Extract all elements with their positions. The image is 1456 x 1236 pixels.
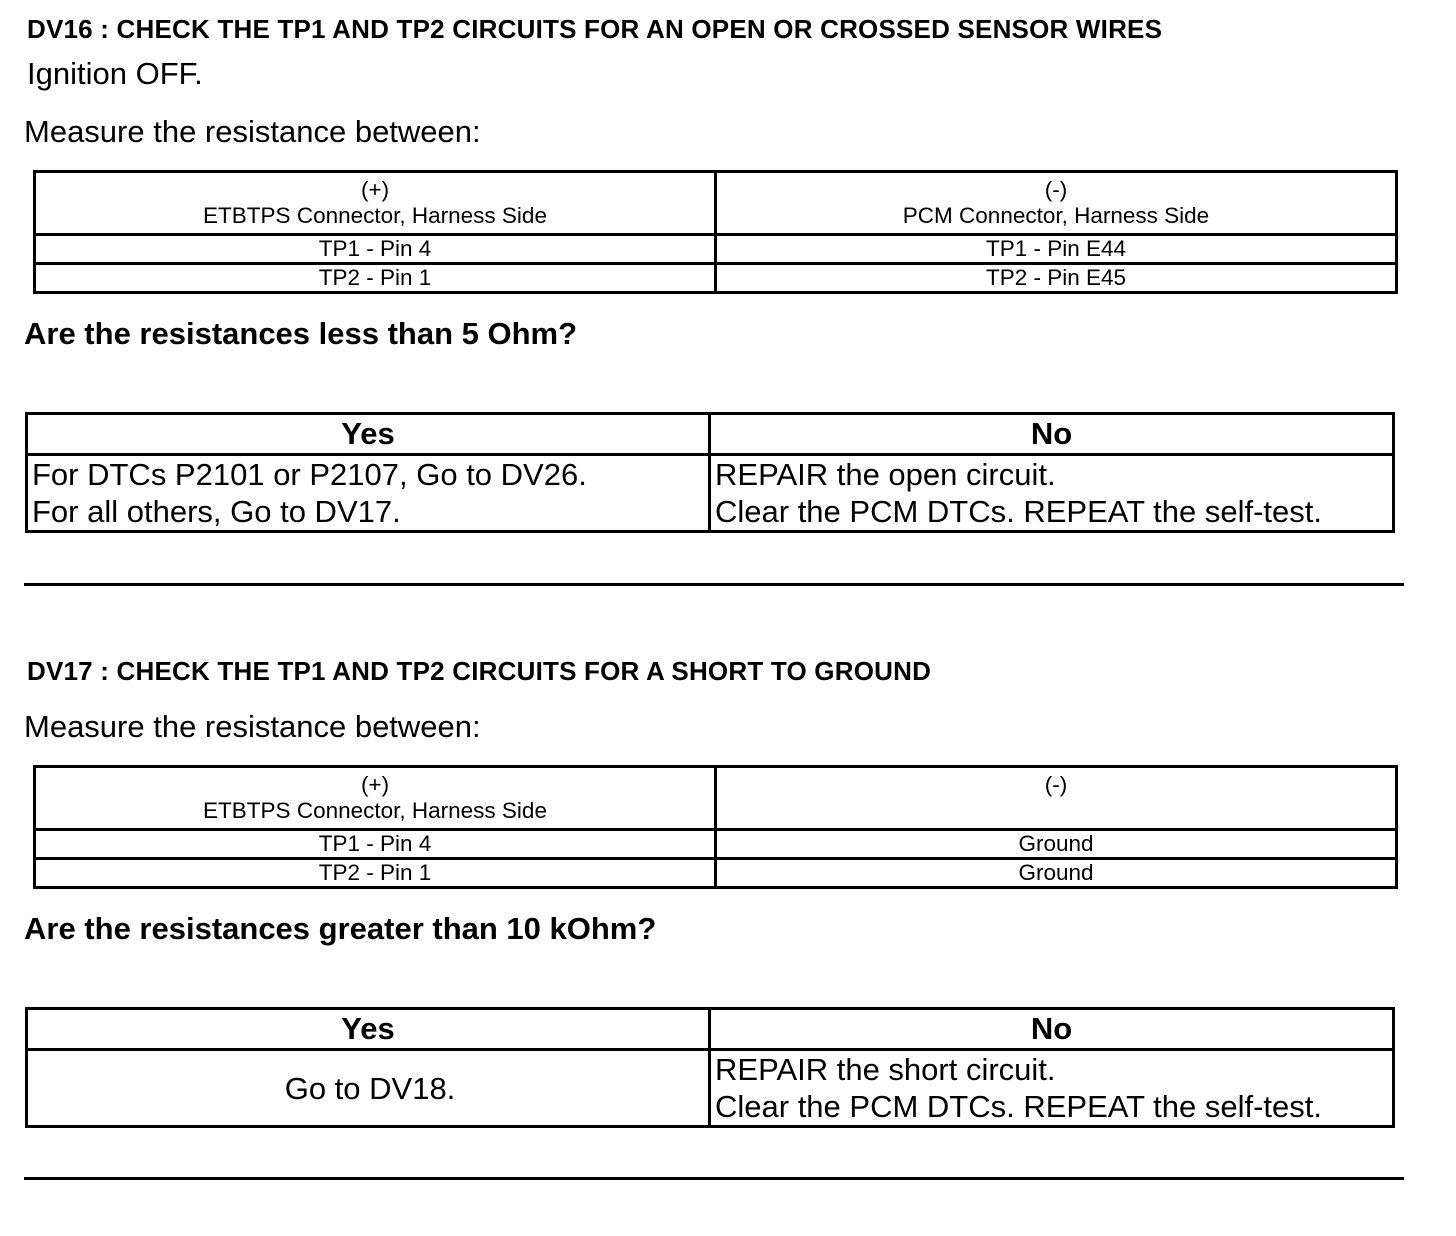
dv16-step-title: DV16 : CHECK THE TP1 AND TP2 CIRCUITS FOR AN OPEN OR CROSSED SENSOR WIRES (27, 14, 1163, 44)
no-action-line: Clear the PCM DTCs. REPEAT the self-test. (715, 1089, 1322, 1124)
dv16-decision-header-row (27, 414, 1394, 455)
dv17-measurement-table (33, 765, 1398, 889)
minus-pin-cell: TP2 - Pin E45 (716, 264, 1397, 293)
dv16-decision-body-row (27, 455, 1394, 532)
no-action-cell (710, 455, 1394, 532)
plus-sign-label: (+) (360, 177, 390, 202)
dv16-minus-header-cell (716, 172, 1397, 235)
minus-sign-label: (-) (1044, 177, 1068, 202)
plus-pin-cell: TP2 - Pin 1 (35, 859, 716, 888)
dv17-decision-table (25, 1007, 1395, 1128)
yes-action-cell (27, 455, 710, 532)
section-divider (24, 583, 1404, 586)
minus-connector-label: PCM Connector, Harness Side (902, 203, 1210, 228)
dv17-decision-body-row (27, 1050, 1394, 1127)
yes-header: Yes (27, 414, 710, 455)
yes-action-cell: Go to DV18. (27, 1050, 710, 1127)
plus-sign-label: (+) (360, 772, 390, 797)
plus-pin-cell: TP2 - Pin 1 (35, 264, 716, 293)
dv16-decision-table (25, 412, 1395, 533)
dv17-question: Are the resistances greater than 10 kOhm? (24, 911, 657, 946)
dv16-instruction-ignition: Ignition OFF. (27, 56, 203, 91)
plus-pin-cell: TP1 - Pin 4 (35, 830, 716, 859)
dv16-plus-header-cell (35, 172, 716, 235)
plus-connector-label: ETBTPS Connector, Harness Side (203, 203, 547, 228)
dv17-decision-header-row (27, 1009, 1394, 1050)
no-action-line: REPAIR the short circuit. (715, 1052, 1056, 1087)
yes-action-line: For all others, Go to DV17. (32, 494, 401, 529)
minus-pin-cell: Ground (716, 859, 1397, 888)
table-row (35, 859, 1397, 888)
table-row (35, 264, 1397, 293)
no-header: No (710, 414, 1394, 455)
minus-pin-cell: TP1 - Pin E44 (716, 235, 1397, 264)
dv16-question: Are the resistances less than 5 Ohm? (24, 316, 578, 351)
dv16-measurement-header-row (35, 172, 1397, 235)
minus-pin-cell: Ground (716, 830, 1397, 859)
no-action-cell (710, 1050, 1394, 1127)
dv17-measurement-header-row (35, 767, 1397, 830)
yes-header: Yes (27, 1009, 710, 1050)
plus-connector-label: ETBTPS Connector, Harness Side (203, 798, 547, 823)
plus-pin-cell: TP1 - Pin 4 (35, 235, 716, 264)
dv17-instruction-measure: Measure the resistance between: (24, 709, 481, 744)
dv16-instruction-measure: Measure the resistance between: (24, 114, 481, 149)
table-row (35, 235, 1397, 264)
section-divider (24, 1177, 1404, 1180)
dv17-minus-header-cell (716, 767, 1397, 830)
table-row (35, 830, 1397, 859)
minus-sign-label: (-) (1044, 772, 1068, 797)
dv17-step-title: DV17 : CHECK THE TP1 AND TP2 CIRCUITS FOR A SHORT TO GROUND (27, 656, 932, 686)
dv16-measurement-table (33, 170, 1398, 294)
yes-action-line: For DTCs P2101 or P2107, Go to DV26. (32, 457, 587, 492)
no-header: No (710, 1009, 1394, 1050)
dv17-plus-header-cell (35, 767, 716, 830)
no-action-line: REPAIR the open circuit. (715, 457, 1056, 492)
no-action-line: Clear the PCM DTCs. REPEAT the self-test. (715, 494, 1322, 529)
